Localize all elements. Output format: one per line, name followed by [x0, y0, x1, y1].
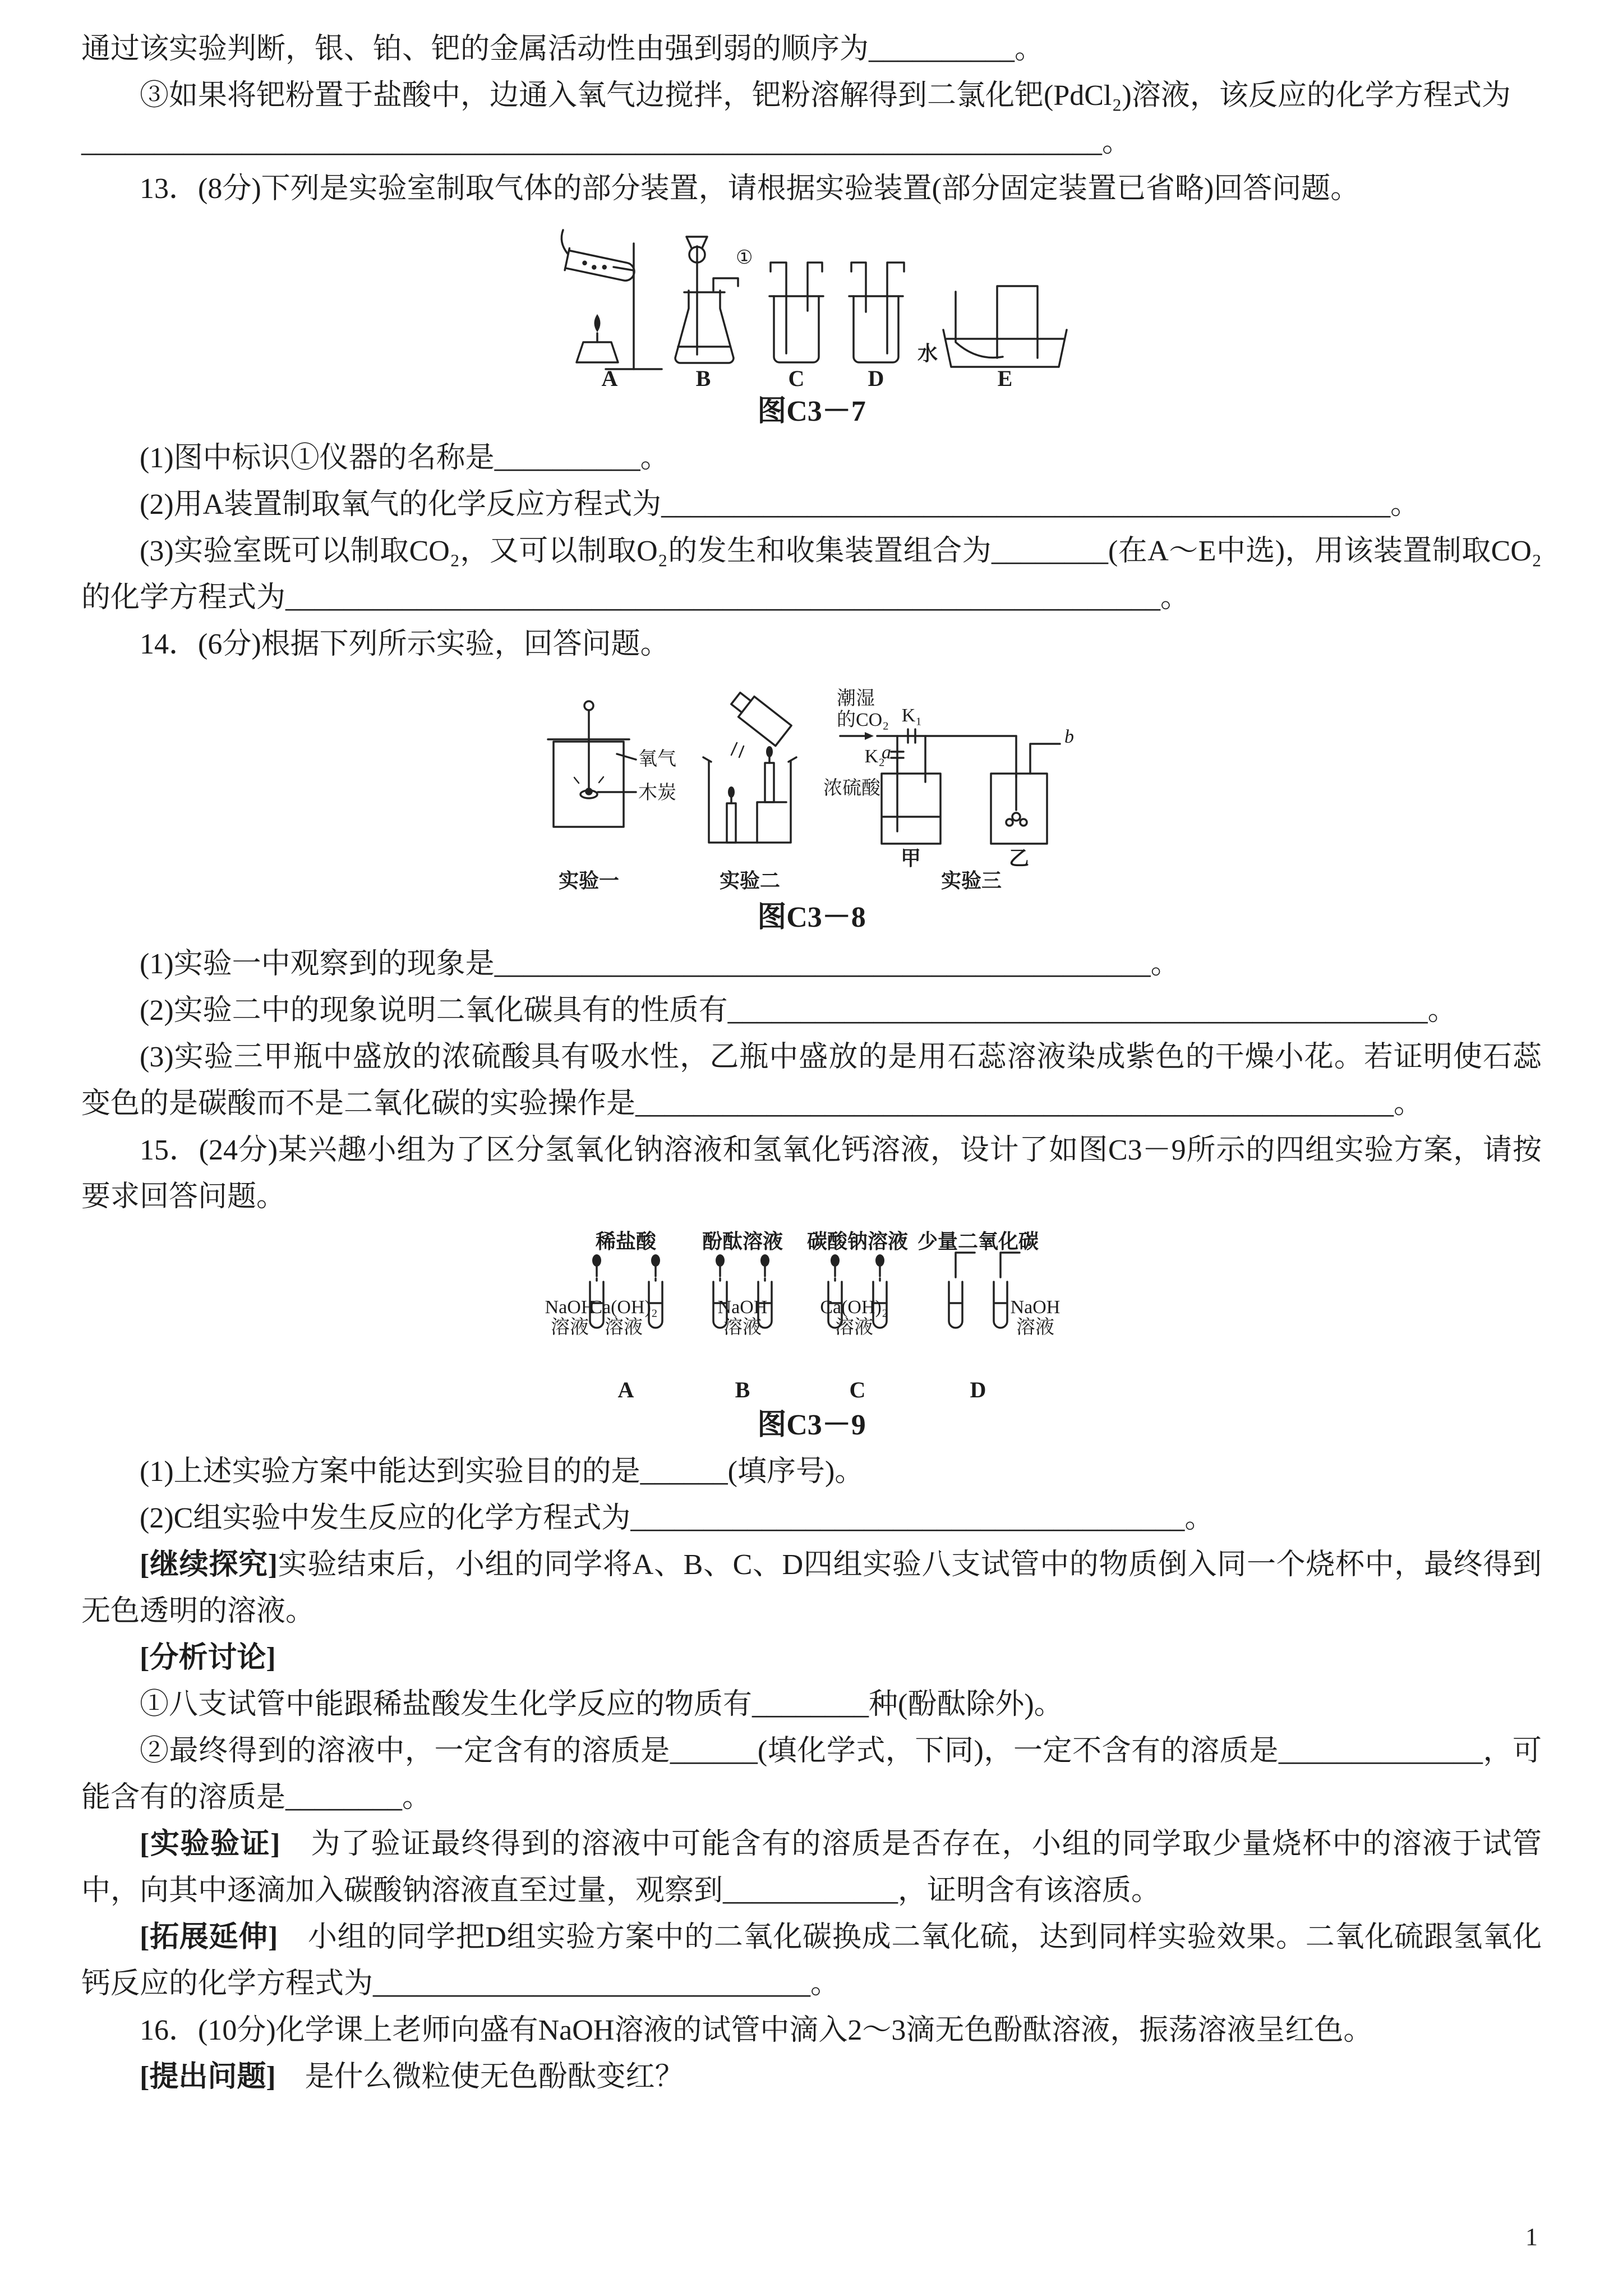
q15-sub1: (1)上述实验方案中能达到实验目的的是______(填序号)。: [140, 1456, 864, 1488]
q14-sub2: (2)实验二中的现象说明二氧化碳具有的性质有________________________________________________。: [140, 995, 1457, 1027]
extend-text: 小组的同学把D组实验方案中的二氧化碳换成二氧化硫，达到同样实验效果。二氧化硫跟氢氧化钙反应的化学方程式为______________________________。: [81, 1921, 1542, 2000]
fig8-bottle-jia-label: 甲: [900, 847, 921, 869]
q13-sub1: (1)图中标识①仪器的名称是__________。: [140, 442, 670, 474]
fig-c3-8-caption: 图C3－8: [757, 901, 866, 933]
explore-text: 实验结束后，小组的同学将A、B、C、D四组实验八支试管中的物质倒入同一个烧杯中，最终得到无色透明的溶液。: [81, 1549, 1542, 1627]
fig9-letter-d: D: [970, 1377, 986, 1402]
q15-discuss-2: ②最终得到的溶液中，一定含有的溶质是______(填化学式，下同)，一定不含有的溶质是______________，可能含有的溶质是________。: [81, 1735, 1542, 1814]
fig9-caoh2-label-c: Ca(OH)₂: [820, 1297, 888, 1318]
q15-explore: [81, 1542, 1542, 1635]
apparatus-b-flask-thistle-funnel: [675, 237, 738, 363]
fig9-hcl-label: 稀盐酸: [595, 1230, 657, 1253]
ask-text: 是什么微粒使无色酚酞变红？: [275, 2061, 684, 2093]
extend-tag: [拓展延伸]: [140, 1921, 278, 1953]
fig9-phenolphthalein-label: 酚酞溶液: [702, 1230, 783, 1253]
figure-c3-8: [81, 675, 1542, 894]
fig9-sol-label-a1: 溶液: [551, 1317, 589, 1338]
fig8-wet-co2-line1: 潮湿: [837, 688, 875, 709]
ask-tag: [提出问题]: [140, 2061, 276, 2093]
fig7-letter-d: D: [868, 366, 884, 388]
verify-text: 为了验证最终得到的溶液中可能含有的溶质是否存在，小组的同学取少量烧杯中的溶液于试管中，向其中逐滴加入碳酸钠溶液直至过量，观察到____________，证明含有该溶质。: [81, 1828, 1542, 1907]
apparatus-d-gas-bottle: [849, 263, 904, 362]
apparatus-c-gas-bottle: [769, 263, 823, 362]
fig-c3-9-caption: 图C3－9: [757, 1409, 866, 1441]
q15-discuss-1: ①八支试管中能跟稀盐酸发生化学反应的物质有________种(酚酞除外)。: [140, 1688, 1063, 1720]
q15-stem: 15．(24分)某兴趣小组为了区分氢氧化钠溶液和氢氧化钙溶液，设计了如图C3－9所示的四组实验方案，请按要求回答问题。: [81, 1134, 1542, 1213]
q14-sub1: (1)实验一中观察到的现象是_____________________________________________。: [140, 948, 1180, 980]
q16-ask: [81, 2054, 1542, 2100]
fig9-na2co3-label: 碳酸钠溶液: [806, 1230, 909, 1253]
fig8-valve-k1-label: K₁: [901, 705, 923, 726]
fig9-sol-label-b: 溶液: [723, 1317, 762, 1338]
fig9-letter-b: B: [735, 1377, 750, 1402]
fig7-circle1-label: ①: [736, 247, 753, 268]
fig8-point-b-label: b: [1064, 726, 1074, 747]
q13-stem: 13．(8分)下列是实验室制取气体的部分装置，请根据实验装置(部分固定装置已省略)回答问题。: [140, 173, 1360, 205]
fig9-letter-c: C: [849, 1377, 866, 1402]
q14-sub3: (3)实验三甲瓶中盛放的浓硫酸具有吸水性，乙瓶中盛放的是用石蕊溶液染成紫色的干燥小花。若证明使石蕊变色的是碳酸而不是二氧化碳的实验操作是____________________________________________________。: [81, 1041, 1542, 1120]
fig8-wet-co2-line2: 的CO₂: [837, 710, 889, 730]
fig-c3-7-caption: 图C3－7: [757, 395, 866, 427]
fig-c3-9-drawing: [545, 1228, 1078, 1402]
fig-c3-7-drawing: [551, 220, 1072, 388]
fig9-naoh-label-a: NaOH: [545, 1297, 595, 1318]
fig7-water-label: 水: [917, 342, 938, 365]
fig8-exp1-caption: 实验一: [558, 869, 620, 892]
fig9-sol-label-d: 溶液: [1016, 1317, 1054, 1338]
fig9-letter-a: A: [617, 1377, 634, 1402]
fig8-exp3-caption: 实验三: [940, 869, 1002, 892]
apparatus-a-heated-test-tube: [561, 230, 662, 369]
apparatus-e-water-trough: [943, 286, 1067, 367]
fig8-valve-k2-label: K₂: [864, 746, 885, 767]
figure-c3-7: [81, 220, 1542, 388]
group-d-test-tubes: [949, 1253, 1020, 1328]
fig7-letter-b: B: [695, 366, 711, 388]
fig9-naoh-label-b: NaOH: [717, 1297, 768, 1318]
fig8-oxygen-label: 氧气: [638, 749, 676, 770]
fig9-naoh-label-d: NaOH: [1010, 1297, 1061, 1318]
prelude-line-2: ③如果将钯粉置于盐酸中，边通入氧气边搅拌，钯粉溶解得到二氯化钯(PdCl₂)溶液，该反应的化学方程式为: [140, 80, 1511, 112]
fig8-charcoal-label: 木炭: [638, 783, 676, 803]
q15-verify: [81, 1821, 1542, 1914]
q14-stem: 14．(6分)根据下列所示实验，回答问题。: [140, 628, 670, 660]
q15-discuss-heading: [分析讨论]: [140, 1642, 276, 1674]
prelude-blank-line: ______________________________________________________________________。: [81, 126, 1131, 158]
verify-tag: [实验验证]: [140, 1828, 280, 1860]
explore-tag: [继续探究]: [140, 1549, 278, 1581]
q13-sub2: (2)用A装置制取氧气的化学反应方程式为__________________________________________________。: [140, 489, 1420, 521]
fig9-co2-label: 少量二氧化碳: [917, 1230, 1039, 1253]
exp1-gas-jar: [548, 701, 636, 827]
fig9-sol-label-c: 溶液: [835, 1317, 873, 1338]
q16-stem: 16．(10分)化学课上老师向盛有NaOH溶液的试管中滴入2～3滴无色酚酞溶液，振荡溶液呈红色。: [140, 2014, 1373, 2046]
page-number: 1: [1525, 2223, 1538, 2251]
fig9-sol-label-a2: 溶液: [605, 1317, 643, 1338]
q15-extend: [81, 1914, 1542, 2007]
fig8-point-a-label: a: [882, 742, 891, 763]
exp2-pouring-co2: [703, 688, 796, 843]
fig7-letter-e: E: [997, 366, 1013, 388]
fig8-bottle-yi-label: 乙: [1008, 847, 1030, 869]
fig8-exp2-caption: 实验二: [719, 869, 781, 892]
q13-sub3: (3)实验室既可以制取CO₂，又可以制取O₂的发生和收集装置组合为________(在A～E中选)，用该装置制取CO₂的化学方程式为____________________________________________________________。: [81, 535, 1542, 614]
prelude-line-1: 通过该实验判断，银、铂、钯的金属活动性由强到弱的顺序为__________。: [81, 33, 1044, 65]
fig8-acid-label: 浓硫酸: [823, 778, 880, 799]
fig9-caoh2-label-a: Ca(OH)₂: [589, 1297, 658, 1318]
fig7-letter-a: A: [601, 366, 618, 388]
fig-c3-8-drawing: [523, 675, 1100, 894]
fig7-letter-c: C: [788, 366, 805, 388]
figure-c3-9: [81, 1228, 1542, 1402]
q15-sub2: (2)C组实验中发生反应的化学方程式为______________________________________。: [140, 1502, 1214, 1534]
